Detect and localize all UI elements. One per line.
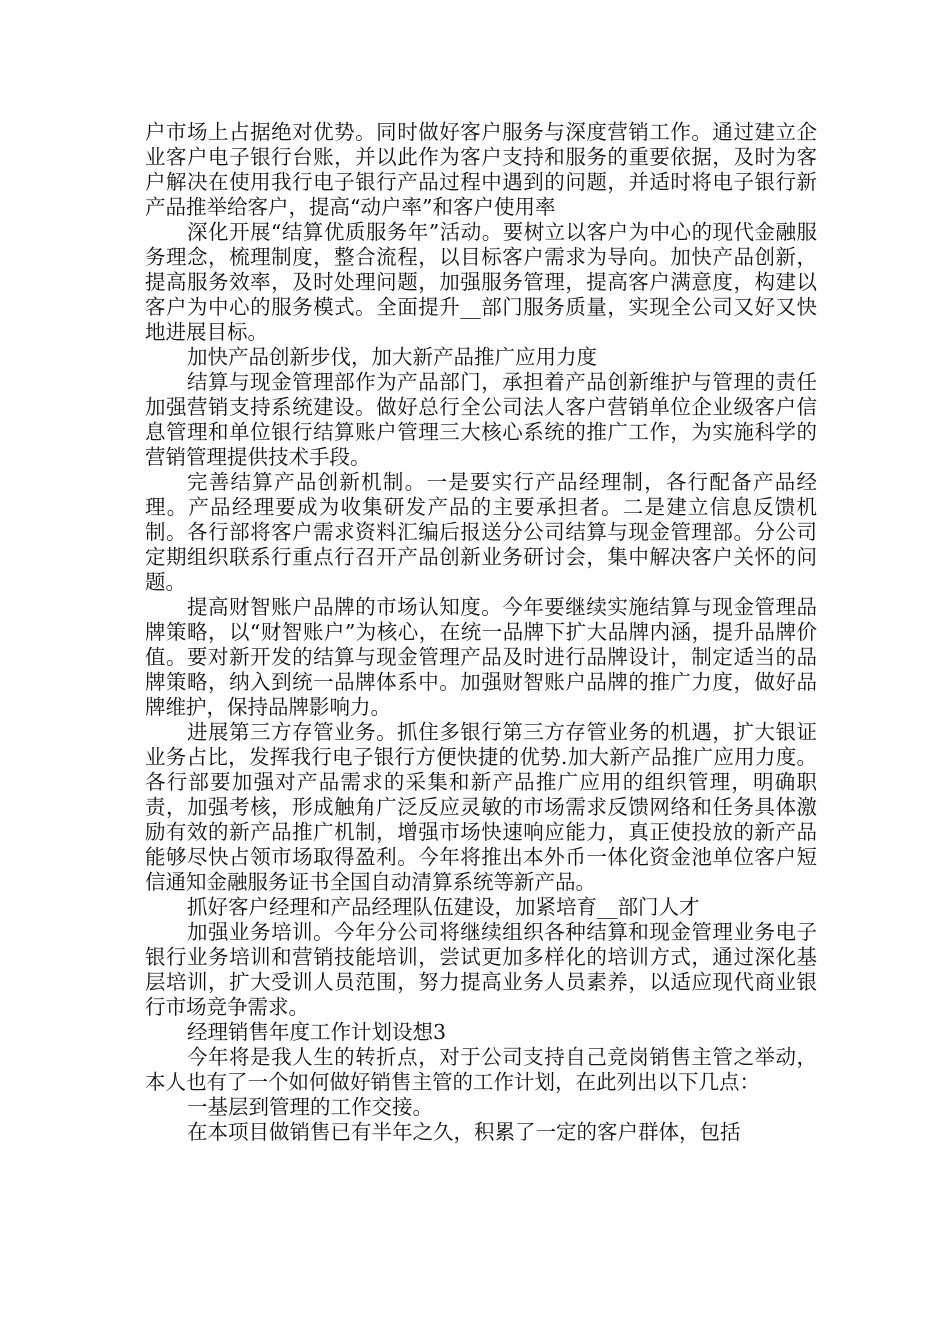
heading-handover: 一基层到管理的工作交接。 (187, 1095, 433, 1119)
paragraph-service-year: 深化开展“结算优质服务年”活动。要树立以客户为中心的现代金融服务理念，梳理制度，整合流程，以目标客户需求为导向。加快产品创新，提高服务效率，及时处理问题，加强服务管理，提高客户满意度，构建以客户为中心的服务模式。全面提升__部门服务质量，实现全公司又好又快地进展目标。 (145, 220, 817, 344)
document-body (145, 120, 817, 1145)
paragraph-turning-point: 今年将是我人生的转折点，对于公司支持自己竞岗销售主管之举动，本人也有了一个如何做好销售主管的工作计划，在此列出以下几点： (145, 1045, 817, 1094)
paragraph-innovation-mechanism: 完善结算产品创新机制。一是要实行产品经理制，各行配备产品经理。产品经理要成为收集研发产品的主要承担者。二是建立信息反馈机制。各行部将客户需求资料汇编后报送分公司结算与现金管理部。分公司定期组织联系行重点行召开产品创新业务研讨会，集中解决客户关怀的问题。 (145, 470, 817, 594)
paragraph-third-party-custody: 进展第三方存管业务。抓住多银行第三方存管业务的机遇，扩大银证业务占比，发挥我行电子银行方便快捷的优势.加大新产品推广应用力度。各行部要加强对产品需求的采集和新产品推广应用的组织管理，明确职责，加强考核，形成触角广泛反应灵敏的市场需求反馈网络和任务具体激励有效的新产品推广机制，增强市场快速响应能力，真正使投放的新产品能够尽快占领市场取得盈利。今年将推出本外币一体化资金池单位客户短信通知金融服务证书全国自动清算系统等新产品。 (145, 720, 817, 894)
section-title-plan-3: 经理销售年度工作计划设想3 (187, 1020, 447, 1044)
heading-team-building: 抓好客户经理和产品经理队伍建设，加紧培育__部门人才 (187, 895, 700, 919)
heading-product-innovation: 加快产品创新步伐，加大新产品推广应用力度 (187, 345, 597, 369)
paragraph-continuation: 户市场上占据绝对优势。同时做好客户服务与深度营销工作。通过建立企业客户电子银行台账，并以此作为客户支持和服务的重要依据，及时为客户解决在使用我行电子银行产品过程中遇到的问题，并适时将电子银行新产品推举给客户，提高“动户率”和客户使用率 (145, 120, 817, 219)
paragraph-business-training: 加强业务培训。今年分公司将继续组织各种结算和现金管理业务电子银行业务培训和营销技能培训，尝试更加多样化的培训方式，通过深化基层培训，扩大受训人员范围，努力提高业务人员素养，以适应现代商业银行市场竞争需求。 (145, 920, 817, 1019)
paragraph-sales-experience: 在本项目做销售已有半年之久，积累了一定的客户群体，包括 (187, 1120, 741, 1144)
paragraph-brand-awareness: 提高财智账户品牌的市场认知度。今年要继续实施结算与现金管理品牌策略，以“财智账户”为核心，在统一品牌下扩大品牌内涵，提升品牌价值。要对新开发的结算与现金管理产品及时进行品牌设计，制定适当的品牌策略，纳入到统一品牌体系中。加强财智账户品牌的推广力度，做好品牌维护，保持品牌影响力。 (145, 595, 817, 719)
paragraph-settlement-dept: 结算与现金管理部作为产品部门，承担着产品创新维护与管理的责任加强营销支持系统建设。做好总行全公司法人客户营销单位企业级客户信息管理和单位银行结算账户管理三大核心系统的推广工作，为实施科学的营销管理提供技术手段。 (145, 370, 817, 469)
